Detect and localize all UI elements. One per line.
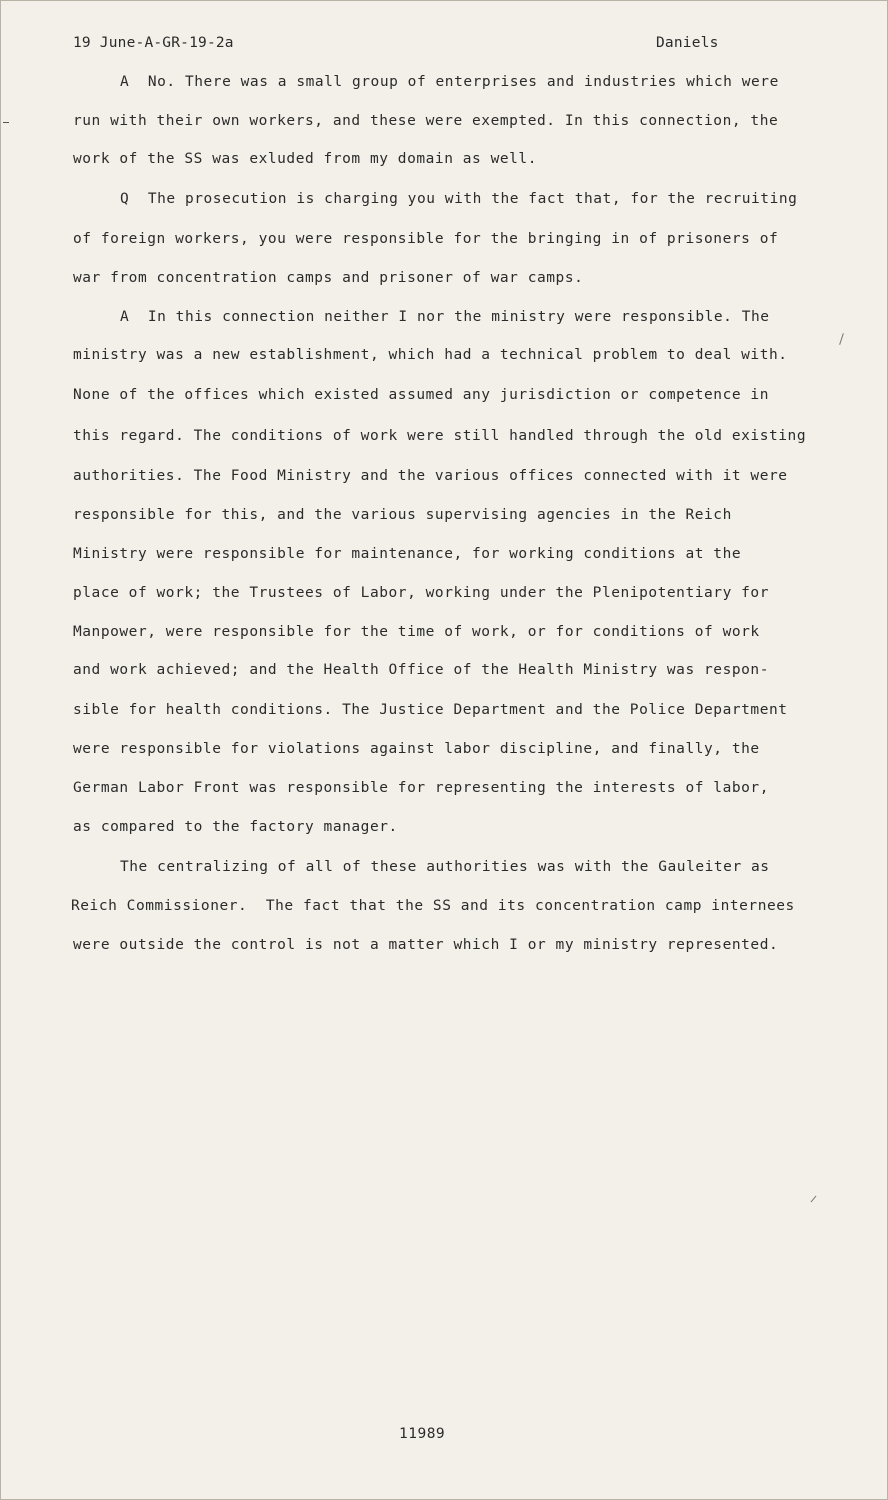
transcript-line: as compared to the factory manager. bbox=[73, 819, 398, 835]
stray-mark bbox=[839, 333, 844, 345]
transcript-line: run with their own workers, and these were exempted. In this connection, the bbox=[73, 113, 779, 129]
transcript-line: sible for health conditions. The Justice Department and the Police Department bbox=[73, 702, 788, 718]
transcript-line: responsible for this, and the various supervising agencies in the Reich bbox=[73, 507, 732, 523]
transcript-line: A No. There was a small group of enterprises and industries which were bbox=[120, 74, 779, 90]
witness-name: Daniels bbox=[656, 35, 719, 51]
transcript-line: Q The prosecution is charging you with the fact that, for the recruiting bbox=[120, 191, 798, 207]
document-reference: 19 June-A-GR-19-2a bbox=[73, 35, 234, 51]
transcript-line: were outside the control is not a matter which I or my ministry represented. bbox=[73, 937, 779, 953]
page-number: 11989 bbox=[399, 1426, 446, 1442]
transcript-line: place of work; the Trustees of Labor, working under the Plenipotentiary for bbox=[73, 585, 769, 601]
transcript-line: German Labor Front was responsible for representing the interests of labor, bbox=[73, 780, 769, 796]
transcript-line: work of the SS was exluded from my domain as well. bbox=[73, 151, 537, 167]
transcript-line: The centralizing of all of these authorities was with the Gauleiter as bbox=[120, 859, 770, 875]
transcript-line: of foreign workers, you were responsible for the bringing in of prisoners of bbox=[73, 231, 779, 247]
margin-mark bbox=[3, 122, 9, 123]
transcript-line: None of the offices which existed assumed any jurisdiction or competence in bbox=[73, 387, 769, 403]
transcript-line: Reich Commissioner. The fact that the SS and its concentration camp internees bbox=[71, 898, 795, 914]
transcript-line: ministry was a new establishment, which had a technical problem to deal with. bbox=[73, 347, 788, 363]
transcript-line: A In this connection neither I nor the ministry were responsible. The bbox=[120, 309, 770, 325]
transcript-line: this regard. The conditions of work were still handled through the old existing bbox=[73, 428, 807, 444]
transcript-line: war from concentration camps and prisoner of war camps. bbox=[73, 270, 584, 286]
transcript-line: and work achieved; and the Health Office of the Health Ministry was respon- bbox=[73, 662, 769, 678]
transcript-line: authorities. The Food Ministry and the various offices connected with it were bbox=[73, 468, 788, 484]
stray-mark bbox=[811, 1196, 817, 1203]
transcript-line: Manpower, were responsible for the time of work, or for conditions of work bbox=[73, 624, 760, 640]
transcript-line: were responsible for violations against labor discipline, and finally, the bbox=[73, 741, 760, 757]
transcript-line: Ministry were responsible for maintenance, for working conditions at the bbox=[73, 546, 742, 562]
